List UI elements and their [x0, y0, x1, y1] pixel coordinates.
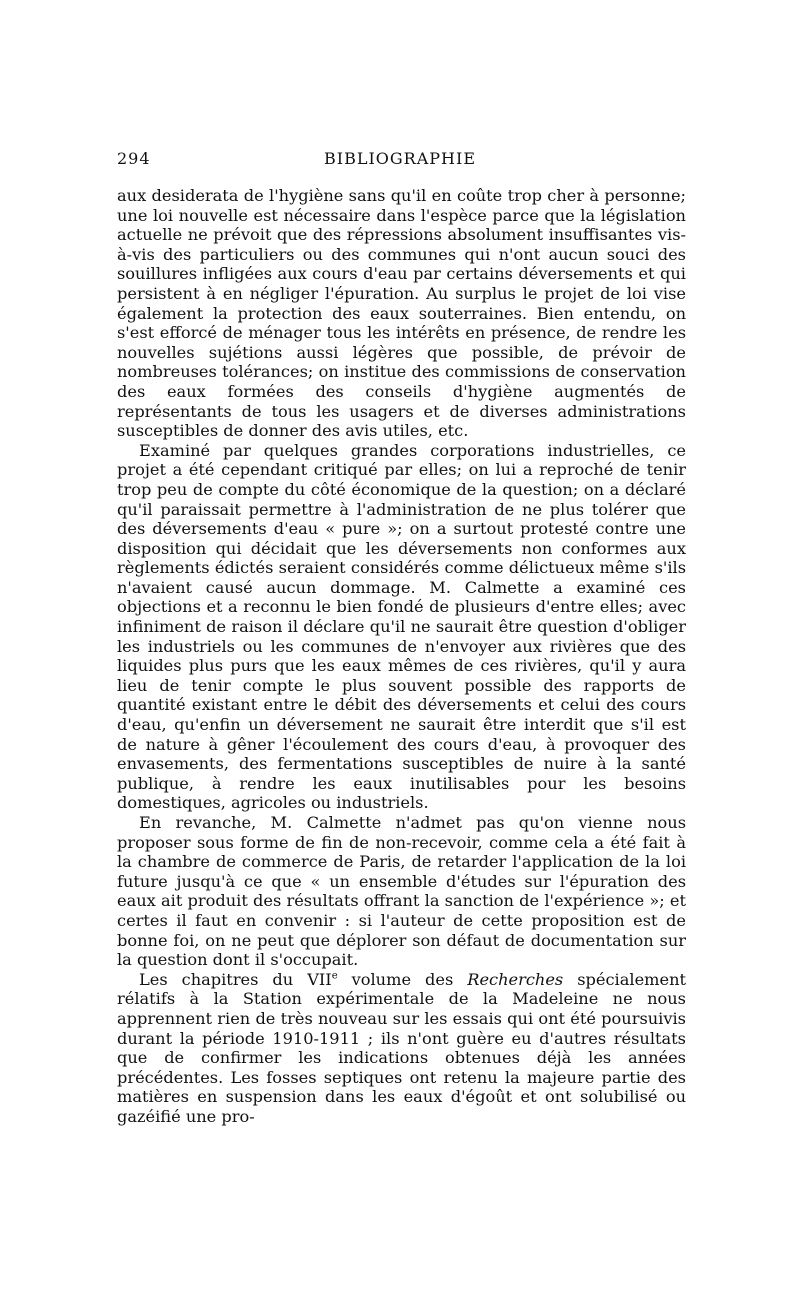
paragraph-4-start: Les chapitres du VII	[139, 969, 332, 989]
running-title: BIBLIOGRAPHIE	[324, 149, 476, 168]
paragraph-1: aux desiderata de l'hygiène sans qu'il en coûte trop cher à personne; une loi nouvelle est nécessaire dans l'espèce parce que la législation actuelle ne prévoit que des répressions absolument insuffisantes vis-à-vis des particuliers ou des communes qui n'ont aucun souci des souillures infligées aux cours d'eau par certains déversements et qui persistent à en négliger l'épuration. Au surplus le projet de loi vise également la protection des eaux souterraines. Bien entendu, on s'est efforcé de ménager tous les intérêts en présence, de rendre les nouvelles sujétions aussi légères que possible, de prévoir de nombreuses tolérances; on institue des commissions de conservation des eaux formées des conseils d'hygiène augmentés de représentants de tous les usagers et de diverses administrations susceptibles de donner des avis utiles, etc.	[117, 186, 686, 441]
paragraph-3: En revanche, M. Calmette n'admet pas qu'on vienne nous proposer sous forme de fin de non-recevoir, comme cela a été fait à la chambre de commerce de Paris, de retarder l'application de la loi future jusqu'à ce que « un ensemble d'études sur l'épuration des eaux ait produit des résultats offrant la sanction de l'expérience »; et certes il faut en convenir : si l'auteur de cette proposition est de bonne foi, on ne peut que déplorer son défaut de documentation sur la question dont il s'occupait.	[117, 813, 686, 970]
paragraph-4-end: spécialement rélatifs à la Station expérimentale de la Madeleine ne nous apprennent rien de très nouveau sur les essais qui ont été poursuivis durant la période 1910-1911 ; ils n'ont guère eu d'autres résultats que de confirmer les indications obtenues déjà les années précédentes. Les fosses septiques ont retenu la majeure partie des matières en suspension dans les eaux d'égoût et ont solubilisé ou gazéifié une pro-	[117, 969, 687, 1126]
page-number: 294	[117, 149, 151, 168]
paragraph-2: Examiné par quelques grandes corporations industrielles, ce projet a été cependant critiqué par elles; on lui a reproché de tenir trop peu de compte du côté économique de la question; on a déclaré qu'il paraissait permettre à l'administration de ne plus tolérer que des déversements d'eau « pure »; on a surtout protesté contre une disposition qui décidait que les déversements non conformes aux règlements édictés seraient considérés comme délictueux même s'ils n'avaient causé aucun dommage. M. Calmette a examiné ces objections et a reconnu le bien fondé de plusieurs d'entre elles; avec infiniment de raison il déclare qu'il ne saurait être question d'obliger les industriels ou les communes de n'envoyer aux rivières que des liquides plus purs que les eaux mêmes de ces rivières, qu'il y aura lieu de tenir compte le plus souvent possible des rapports de quantité existant entre le débit des déversements et celui des cours d'eau, qu'enfin un déversement ne saurait être interdit que s'il est de nature à gêner l'écoulement des cours d'eau, à provoquer des envasements, des fermentations susceptibles de nuire à la santé publique, à rendre les eaux inutilisables pour les besoins domestiques, agricoles ou industriels.	[117, 440, 686, 813]
body-text	[117, 186, 686, 1127]
page-header	[117, 149, 683, 173]
ordinal-superscript: e	[331, 970, 338, 982]
paragraph-4	[117, 970, 686, 1127]
work-title-italic: Recherches	[467, 969, 564, 989]
paragraph-4-mid: volume des	[337, 969, 468, 989]
